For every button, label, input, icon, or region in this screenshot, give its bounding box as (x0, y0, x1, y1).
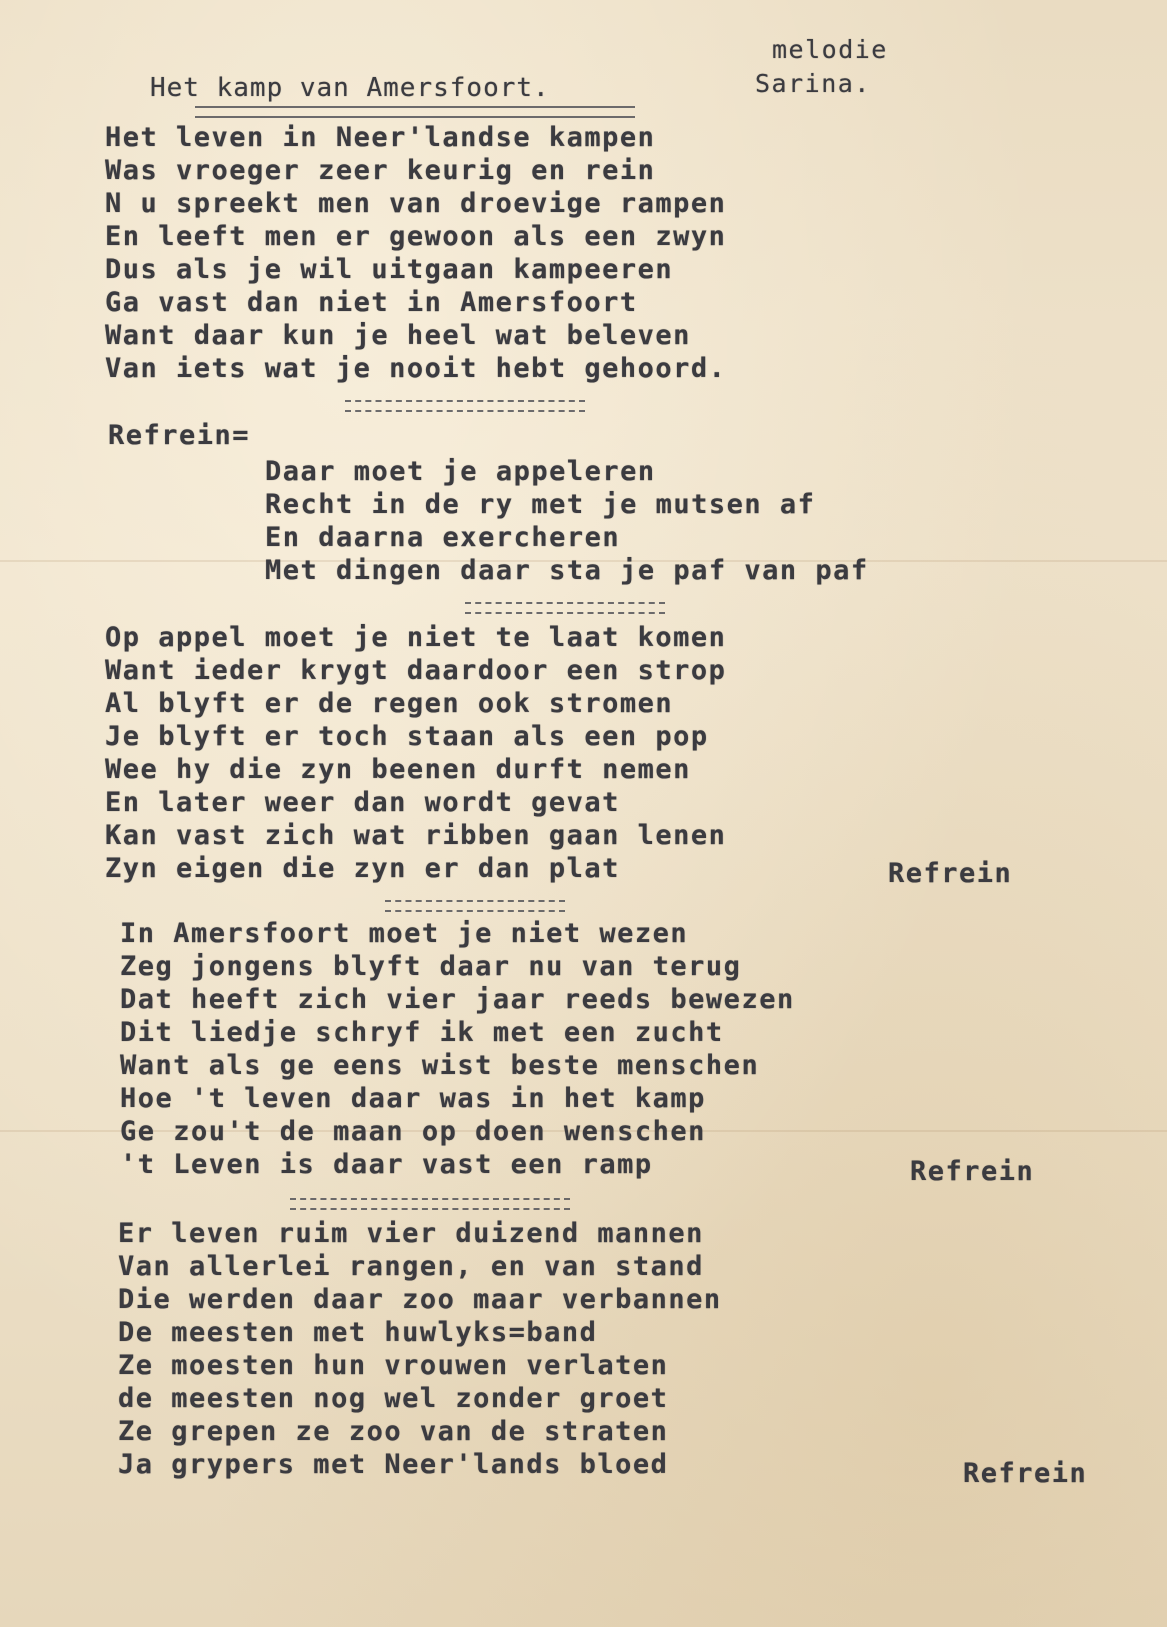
refrain-line: Met dingen daar sta je paf van paf (265, 555, 869, 586)
verse-line: Want ieder krygt daardoor een strop (105, 655, 727, 686)
verse-line: Was vroeger zeer keurig en rein (105, 155, 656, 186)
refrain-line: Daar moet je appeleren (265, 456, 656, 487)
verse-line: De meesten met huwlyks=band (118, 1317, 598, 1348)
refrain-line: Recht in de ry met je mutsen af (265, 489, 816, 520)
verse-line: Die werden daar zoo maar verbannen (118, 1284, 722, 1315)
refrain-label: Refrein= (108, 420, 251, 451)
melody-name: Sarina. (755, 69, 871, 98)
verse-line: Al blyft er de regen ook stromen (105, 688, 674, 719)
verse-line: 't Leven is daar vast een ramp (120, 1149, 653, 1180)
verse-line: de meesten nog wel zonder groet (118, 1383, 669, 1414)
verse-line: Want daar kun je heel wat beleven (105, 320, 691, 351)
verse-line: Ga vast dan niet in Amersfoort (105, 287, 638, 318)
title-underline (195, 106, 635, 118)
verse-line: Dit liedje schryf ik met een zucht (120, 1017, 724, 1048)
verse-line: Hoe 't leven daar was in het kamp (120, 1083, 706, 1114)
song-title: Het kamp van Amersfoort. (150, 73, 550, 103)
verse-line: Je blyft er toch staan als een pop (105, 721, 709, 752)
verse-line: Ze grepen ze zoo van de straten (118, 1416, 669, 1447)
verse-line: Dus als je wil uitgaan kampeeren (105, 254, 674, 285)
stanza-separator (345, 400, 585, 412)
verse-line: Wee hy die zyn beenen durft nemen (105, 754, 691, 785)
verse-line: Het leven in Neer'landse kampen (105, 122, 656, 153)
verse-line: N u spreekt men van droevige rampen (105, 188, 727, 219)
refrain-line: En daarna exercheren (265, 522, 621, 553)
verse-line: Ge zou't de maan op doen wenschen (120, 1116, 706, 1147)
stanza-separator (465, 602, 665, 614)
verse-line: En later weer dan wordt gevat (105, 787, 620, 818)
verse-line: Er leven ruim vier duizend mannen (118, 1218, 704, 1249)
stanza-separator (385, 900, 565, 912)
stanza-separator (290, 1198, 570, 1210)
refrain-marker: Refrein (888, 858, 1013, 889)
verse-line: Van iets wat je nooit hebt gehoord. (105, 353, 727, 384)
refrain-marker: Refrein (910, 1156, 1035, 1187)
verse-line: Ja grypers met Neer'lands bloed (118, 1449, 669, 1480)
verse-line: In Amersfoort moet je niet wezen (120, 918, 689, 949)
verse-line: Want als ge eens wist beste menschen (120, 1050, 760, 1081)
verse-line: En leeft men er gewoon als een zwyn (105, 221, 727, 252)
refrain-marker: Refrein (963, 1458, 1088, 1489)
verse-line: Op appel moet je niet te laat komen (105, 622, 727, 653)
verse-line: Van allerlei rangen, en van stand (118, 1251, 704, 1282)
verse-line: Dat heeft zich vier jaar reeds bewezen (120, 984, 795, 1015)
verse-line: Ze moesten hun vrouwen verlaten (118, 1350, 669, 1381)
verse-line: Zyn eigen die zyn er dan plat (105, 853, 620, 884)
verse-line: Zeg jongens blyft daar nu van terug (120, 951, 742, 982)
verse-line: Kan vast zich wat ribben gaan lenen (105, 820, 727, 851)
melody-label: melodie (772, 35, 888, 64)
